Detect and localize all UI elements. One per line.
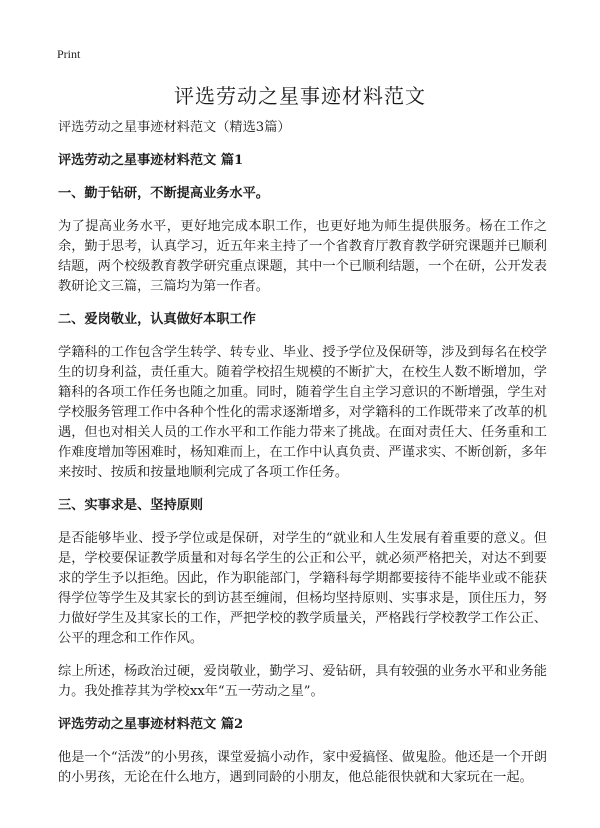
section-1-paragraph: 为了提高业务水平，更好地完成本职工作，也更好地为师生提供服务。杨在工作之余，勤于思考，认真学习，近五年来主持了一个省教育厅教育教学研究课题并已顺利结题，两个校级教育教学研究重点课题，其中一个已顺利结题，一个在研，公开发表教研论文三篇，三篇均为第一作者。 — [58, 219, 547, 294]
page-title: 评选劳动之星事迹材料范文 — [174, 84, 426, 108]
section-2-paragraph: 学籍科的工作包含学生转学、转专业、毕业、授予学位及保研等，涉及到每名在校学生的切身利益，责任重大。随着学校招生规模的不断扩大，在校生人数不断增加，学籍科的各项工作任务也随之加重。同时，随着学生自主学习意识的不断增强，学生对学校服务管理工作中各种个性化的需求逐渐增多，对学籍科的工作既带来了改革的机遇，但也对相关人员的工作水平和工作能力带来了挑战。在面对责任大、任务重和工作难度增加等困难时，杨知难而上，在工作中认真负责、严谨求实、不断创新，多年来按时、按质和按量地顺利完成了各项工作任务。 — [58, 345, 547, 480]
document-subtitle: 评选劳动之星事迹材料范文（精选3篇） — [58, 120, 291, 135]
article-body — [58, 118, 547, 801]
section-2-heading: 二、爱岗敬业，认真做好本职工作 — [58, 312, 256, 327]
summary-paragraph: 综上所述，杨政治过硬，爱岗敬业，勤学习、爱钻研，具有较强的业务水平和业务能力。我处推荐其为学校xx年“五一劳动之星”。 — [58, 664, 547, 699]
section-3-paragraph: 是否能够毕业、授予学位或是保研，对学生的“就业和人生发展有着重要的意义。但是，学校要保证教学质量和对每名学生的公正和公平，就必须严格把关，对达不到要求的学生予以拒绝。因此，作为职能部门，学籍科每学期都要接待不能毕业或不能获得学位等学生及其家长的到访甚至缠闹，但杨均坚持原则、实事求是，顶住压力，努力做好学生及其家长的工作，严把学校的教学质量关，严格践行学校教学工作公正、公平的理念和工作作风。 — [58, 531, 547, 646]
article-2-paragraph: 他是一个“活泼”的小男孩，课堂爱搞小动作，家中爱搞怪、做鬼脸。他还是一个开朗的小男孩，无论在什么地方，遇到同龄的小朋友，他总能很快就和大家玩在一起。 — [58, 750, 547, 785]
section-1-heading: 一、勤于钻研，不断提高业务水平。 — [58, 186, 269, 201]
section-3-heading: 三、实事求是、坚持原则 — [58, 498, 204, 513]
print-link[interactable]: Print — [57, 47, 81, 61]
article-2-heading: 评选劳动之星事迹材料范文 篇2 — [58, 717, 244, 732]
article-1-heading: 评选劳动之星事迹材料范文 篇1 — [58, 153, 244, 168]
